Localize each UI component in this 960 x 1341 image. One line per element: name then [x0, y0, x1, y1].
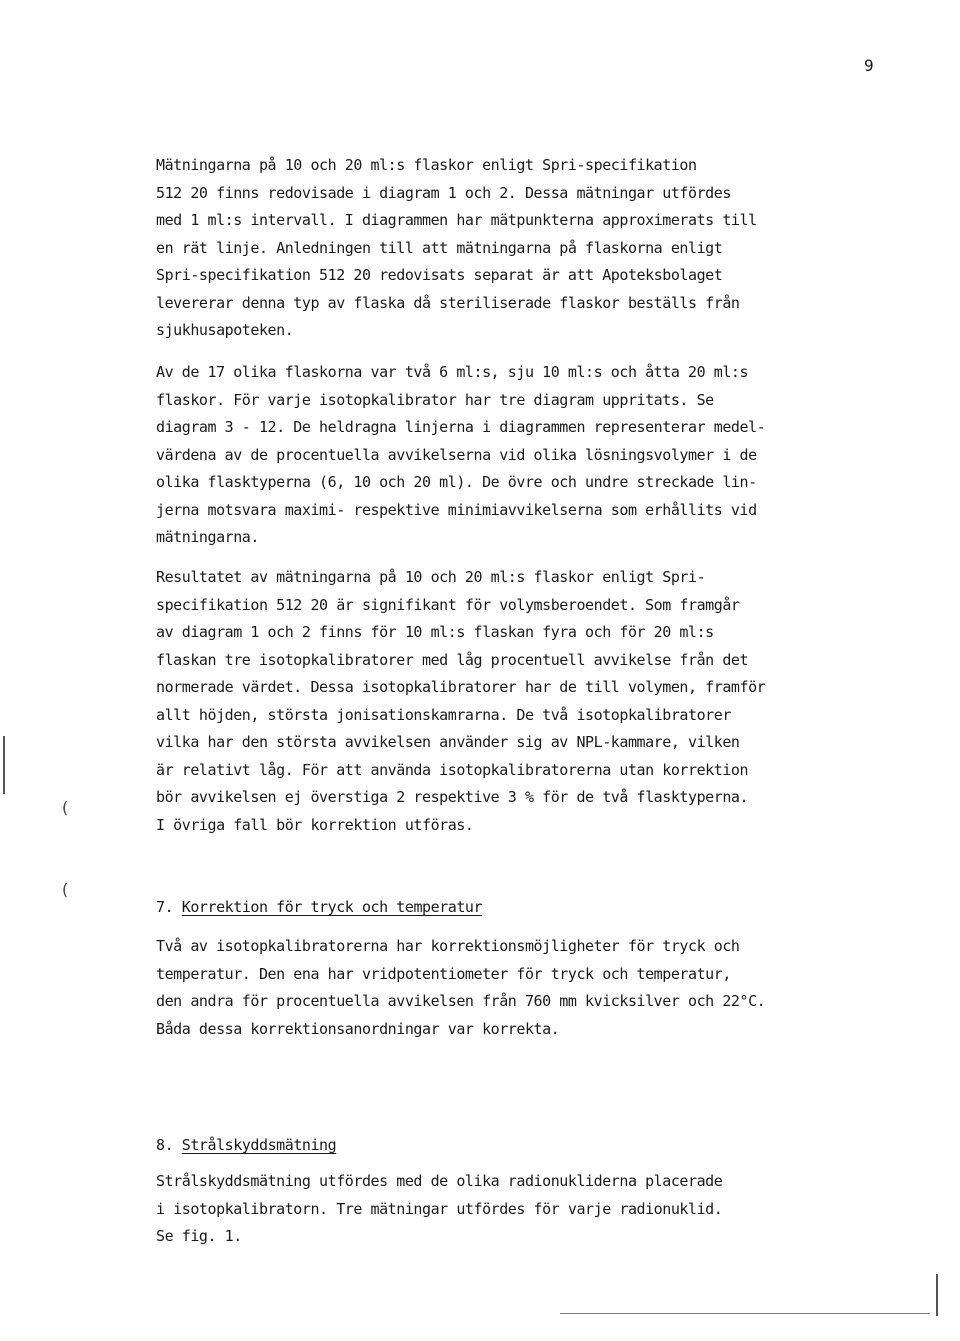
text-line: Av de 17 olika flaskorna var två 6 ml:s, sju 10 ml:s och åtta 20 ml:s	[156, 363, 749, 381]
scan-edge-line	[3, 736, 5, 794]
paragraph-flask-types	[156, 359, 856, 552]
text-line: normerade värdet. Dessa isotopkalibratorer har de till volymen, framför	[156, 678, 766, 696]
text-line: av diagram 1 och 2 finns för 10 ml:s flaskan fyra och för 20 ml:s	[156, 623, 714, 641]
section-number: 8.	[156, 1136, 174, 1154]
text-line: Båda dessa korrektionsanordningar var korrekta.	[156, 1019, 560, 1038]
text-line: en rät linje. Anledningen till att mätningarna på flaskorna enligt	[156, 238, 723, 257]
scan-bottom-line	[560, 1313, 930, 1314]
section-8-body	[156, 1141, 856, 1251]
text-line: olika flasktyperna (6, 10 och 20 ml). De övre och undre streckade lin-	[156, 473, 757, 491]
text-line: diagram 3 - 12. De heldragna linjerna i diagrammen representerar medel-	[156, 418, 766, 436]
section-7-heading	[156, 898, 482, 916]
paragraph-results	[156, 564, 856, 839]
text-line: Spri-specifikation 512 20 redovisats separat är att Apoteksbolaget	[156, 266, 723, 284]
margin-mark: (	[60, 880, 70, 899]
text-line: Se fig. 1.	[156, 1227, 242, 1245]
text-line: allt höjden, största jonisationskamrarna. De två isotopkalibratorer	[156, 705, 731, 724]
section-7-body	[156, 933, 856, 1043]
text-line: bör avvikelsen ej överstiga 2 respektive 3 % för de två flasktyperna.	[156, 788, 749, 806]
text-line: mätningarna.	[156, 528, 259, 546]
text-line: specifikation 512 20 är signifikant för volymsberoendet. Som framgår	[156, 595, 740, 614]
margin-mark: (	[60, 798, 70, 817]
paragraph-measurements	[156, 152, 856, 345]
text-line: värdena av de procentuella avvikelserna vid olika lösningsvolymer i de	[156, 445, 757, 464]
text-line: temperatur. Den ena har vridpotentiometer för tryck och temperatur,	[156, 964, 731, 983]
text-line: I övriga fall bör korrektion utföras.	[156, 815, 474, 834]
page-number: 9	[864, 56, 874, 75]
text-line: vilka har den största avvikelsen använder sig av NPL-kammare, vilken	[156, 733, 740, 751]
text-line: Två av isotopkalibratorerna har korrektionsmöjligheter för tryck och	[156, 937, 740, 955]
text-line: är relativt låg. För att använda isotopkalibratorerna utan korrektion	[156, 760, 749, 779]
scan-right-mark	[936, 1274, 938, 1316]
text-line: i isotopkalibratorn. Tre mätningar utfördes för varje radionuklid.	[156, 1199, 723, 1218]
text-line: sjukhusapoteken.	[156, 321, 294, 339]
text-line: flaskor. För varje isotopkalibrator har tre diagram uppritats. Se	[156, 390, 714, 409]
text-line: Mätningarna på 10 och 20 ml:s flaskor enligt Spri-specifikation	[156, 156, 697, 174]
text-line: levererar denna typ av flaska då steriliserade flaskor beställs från	[156, 293, 740, 312]
text-line: Resultatet av mätningarna på 10 och 20 ml:s flaskor enligt Spri-	[156, 568, 706, 586]
text-line: flaskan tre isotopkalibratorer med låg procentuell avvikelse från det	[156, 650, 749, 669]
section-title: Korrektion för tryck och temperatur	[181, 898, 483, 916]
text-line: 512 20 finns redovisade i diagram 1 och 2. Dessa mätningar utfördes	[156, 183, 731, 202]
section-number: 7.	[156, 898, 174, 916]
text-line: jerna motsvara maximi- respektive minimiavvikelserna som erhållits vid	[156, 500, 757, 519]
section-title: Strålskyddsmätning	[181, 1136, 337, 1154]
text-line: den andra för procentuella avvikelsen från 760 mm kvicksilver och 22°C.	[156, 992, 766, 1010]
text-line: med 1 ml:s intervall. I diagrammen har mätpunkterna approximerats till	[156, 211, 757, 229]
text-line: Strålskyddsmätning utfördes med de olika radionukliderna placerade	[156, 1172, 723, 1190]
